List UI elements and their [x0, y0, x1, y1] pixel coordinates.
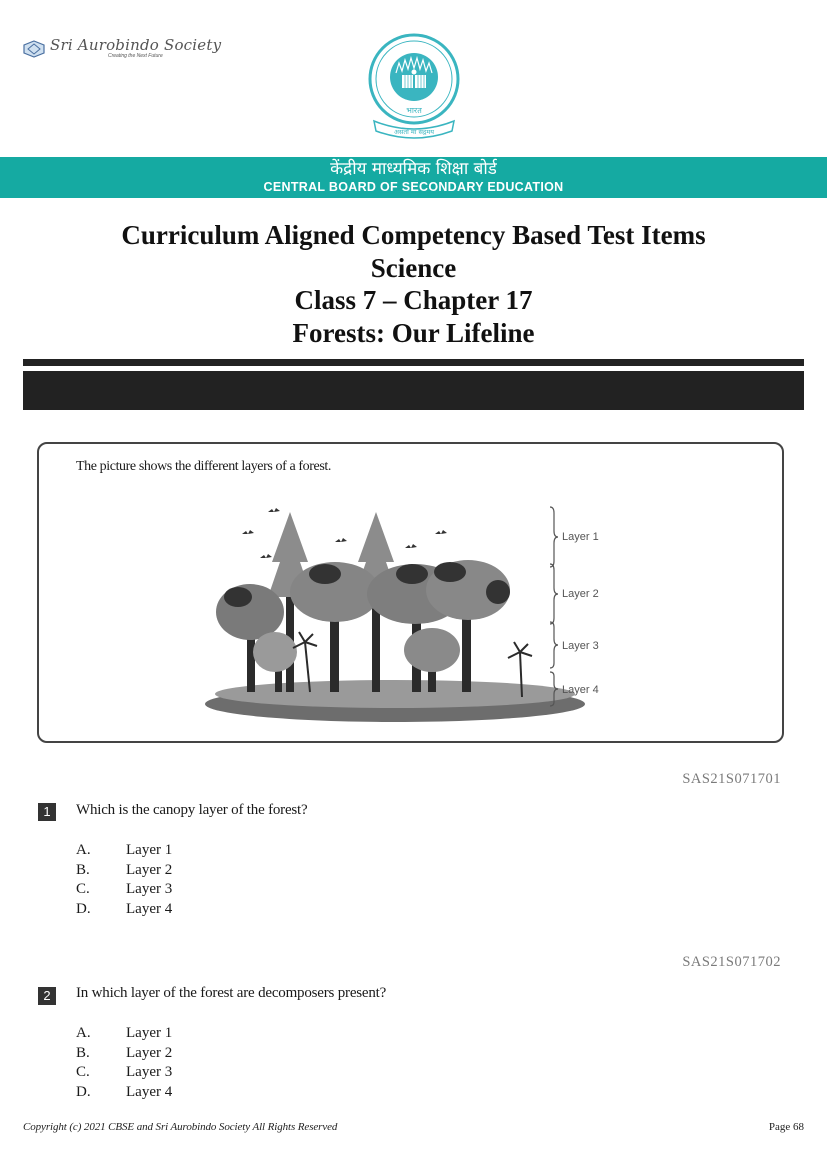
cbse-header-band [0, 157, 827, 198]
option-text: Layer 1 [126, 1025, 173, 1041]
option-letter: A. [76, 842, 91, 858]
option-text: Layer 4 [126, 1084, 173, 1101]
sas-emblem-icon [22, 40, 46, 58]
svg-text:असतो मा सद्गमय: असतो मा सद्गमय [394, 128, 434, 136]
title-line-1: Curriculum Aligned Competency Based Test Items [121, 220, 706, 250]
answer-option[interactable] [76, 1024, 172, 1044]
answer-option[interactable] [76, 1083, 172, 1103]
sri-aurobindo-society-logo [22, 38, 221, 59]
option-letter: C. [76, 881, 90, 898]
figure-label-layer-2: Layer 2 [562, 588, 599, 600]
answer-option[interactable] [76, 1044, 172, 1064]
option-text: Layer 3 [126, 1064, 173, 1081]
option-letter: A. [76, 1025, 91, 1041]
option-text: Layer 2 [126, 861, 173, 878]
sas-logo-name: Sri Aurobindo Society [50, 36, 222, 54]
option-text: Layer 4 [126, 901, 173, 918]
answer-option[interactable] [76, 900, 172, 920]
answer-options [76, 1024, 172, 1103]
figure-label-layer-1: Layer 1 [562, 531, 599, 543]
cbse-name-english: CENTRAL BOARD OF SECONDARY EDUCATION [263, 180, 564, 194]
title-line-3: Class 7 – Chapter 17 [294, 285, 533, 315]
option-letter: D. [76, 1084, 91, 1101]
stimulus-text: The picture shows the different layers of a forest. [76, 459, 331, 474]
svg-text:भारत: भारत [406, 106, 422, 115]
copyright-notice: Copyright (c) 2021 CBSE and Sri Aurobindo Society All Rights Reserved [23, 1121, 338, 1133]
forest-layers-figure [200, 482, 620, 737]
figure-label-layer-3: Layer 3 [562, 640, 599, 652]
title-line-4: Forests: Our Lifeline [292, 317, 535, 348]
question-text: In which layer of the forest are decomposers present? [76, 985, 387, 1001]
title-line-2: Science [370, 252, 457, 283]
question-number-badge: 2 [38, 987, 56, 1005]
title-divider-thick [23, 371, 804, 410]
sas-logo-tagline: Creating the Next Future [108, 53, 163, 59]
option-letter: B. [76, 861, 90, 878]
answer-option[interactable] [76, 1063, 172, 1083]
document-title [0, 219, 827, 349]
figure-label-layer-4: Layer 4 [562, 684, 599, 696]
item-code: SAS21S071702 [682, 954, 781, 970]
item-code: SAS21S071701 [682, 771, 781, 787]
option-letter: C. [76, 1064, 90, 1081]
answer-option[interactable] [76, 841, 172, 861]
answer-option[interactable] [76, 880, 172, 900]
question-text: Which is the canopy layer of the forest? [76, 802, 308, 818]
page-number: Page 68 [768, 1121, 804, 1133]
option-letter: B. [76, 1044, 90, 1061]
title-divider-thin [23, 359, 804, 366]
answer-options [76, 841, 172, 920]
cbse-name-hindi: केंद्रीय माध्यमिक शिक्षा बोर्ड [330, 159, 497, 179]
option-text: Layer 1 [126, 842, 173, 858]
option-letter: D. [76, 901, 91, 918]
option-text: Layer 2 [126, 1044, 173, 1061]
question-number-badge: 1 [38, 803, 56, 821]
answer-option[interactable] [76, 861, 172, 881]
cbse-seal-icon [364, 33, 464, 145]
option-text: Layer 3 [126, 881, 173, 898]
